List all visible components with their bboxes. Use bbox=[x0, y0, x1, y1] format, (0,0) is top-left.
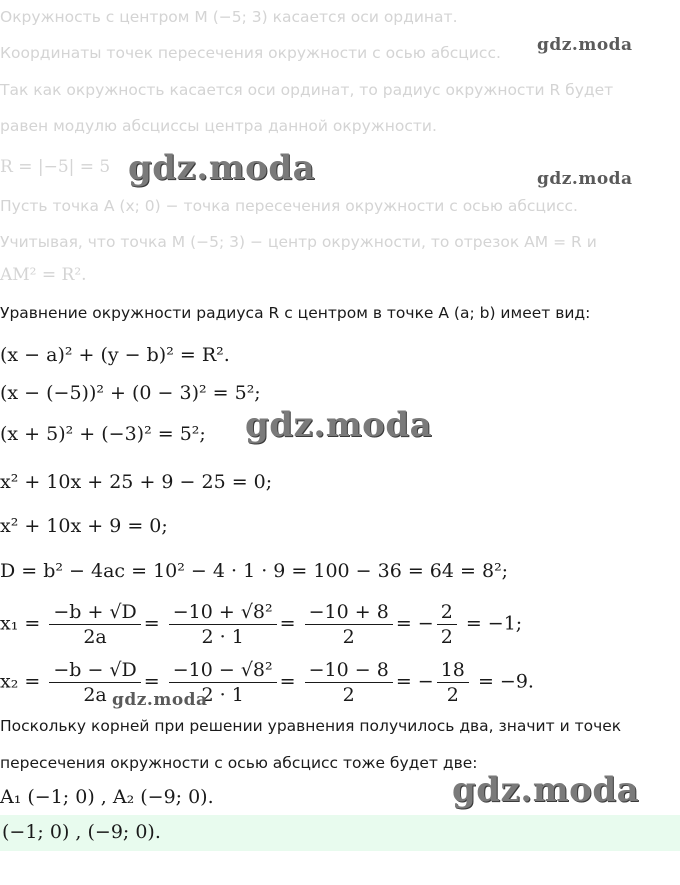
formula-expanded: x² + 10x + 25 + 9 − 25 = 0; bbox=[0, 471, 273, 493]
root-x2: x₂ = $\frac{-b - √D}{2a}$ = $\frac{\text{−10 − √8²}}{2 \cdot 1}$ = $\frac{-10 - 8}{2}$ = − $\frac{18}{2}$ = −9. bbox=[0, 659, 534, 706]
root-x1-result: = −1; bbox=[465, 612, 523, 635]
watermark: gdz.moda bbox=[128, 148, 316, 188]
answer: (−1; 0) , (−9; 0). bbox=[2, 821, 161, 843]
formula-simplified: (x + 5)² + (−3)² = 5²; bbox=[0, 423, 206, 445]
conclusion-line-2: пересечения окружности с осью абсцисс тоже будет две: bbox=[0, 754, 478, 772]
root-x2-result: = −9. bbox=[477, 670, 534, 693]
watermark: gdz.moda bbox=[452, 770, 640, 810]
root-x1-fraction-1: $\frac{-b + √D}{2a}$ bbox=[49, 600, 140, 649]
watermark: gdz.moda bbox=[112, 690, 208, 710]
statement-line: Окружность с центром M (−5; 3) касается оси ординат. bbox=[0, 8, 458, 26]
root-x1-fraction-4: $\frac{2}{2}$ bbox=[437, 600, 457, 649]
formula-quadratic: x² + 10x + 9 = 0; bbox=[0, 515, 168, 537]
root-x2-fraction-1: $\frac{-b - √D}{2a}$ bbox=[49, 658, 140, 707]
intersection-points: A₁ (−1; 0) , A₂ (−9; 0). bbox=[0, 786, 214, 808]
formula-substituted: (x − (−5))² + (0 − 3)² = 5²; bbox=[0, 382, 261, 404]
root-x2-label: x₂ = bbox=[0, 670, 41, 693]
formula-general: (x − a)² + (y − b)² = R². bbox=[0, 344, 230, 366]
point-a-line: Пусть точка A (x; 0) − точка пересечения окружности с осью абсцисс. bbox=[0, 197, 578, 215]
root-x2-fraction-3: $\frac{-10 - 8}{2}$ bbox=[305, 658, 393, 707]
reasoning-line-1: Так как окружность касается оси ординат, то радиус окружности R будет bbox=[0, 81, 614, 99]
watermark: gdz.moda bbox=[245, 405, 433, 445]
conclusion-line-1: Поскольку корней при решении уравнения получилось два, значит и точек bbox=[0, 717, 622, 735]
radius-formula: R = |−5| = 5 bbox=[0, 157, 111, 177]
watermark: gdz.moda bbox=[537, 169, 633, 189]
statement-question: Координаты точек пересечения окружности с осью абсцисс. bbox=[0, 44, 501, 62]
segment-line: Учитывая, что точка M (−5; 3) − центр окружности, то отрезок AM = R и bbox=[0, 233, 597, 251]
reasoning-line-2: равен модулю абсциссы центра данной окружности. bbox=[0, 117, 437, 135]
circle-equation-intro: Уравнение окружности радиуса R с центром в точке A (a; b) имеет вид: bbox=[0, 304, 591, 322]
root-x1-fraction-3: $\frac{-10 + 8}{2}$ bbox=[305, 600, 393, 649]
formula-discriminant: D = b² − 4ac = 10² − 4 · 1 · 9 = 100 − 36 = 64 = 8²; bbox=[0, 560, 509, 582]
root-x1-label: x₁ = bbox=[0, 612, 41, 635]
watermark: gdz.moda bbox=[537, 35, 633, 55]
root-x1: x₁ = $\frac{-b + √D}{2a}$ = $\frac{\text{−10 + √8²}}{2 \cdot 1}$ = $\frac{-10 + 8}{2}$ = − $\frac{2}{2}$ = −1; bbox=[0, 601, 523, 648]
segment-equation: AM² = R². bbox=[0, 265, 87, 285]
root-x2-fraction-4: $\frac{18}{2}$ bbox=[437, 658, 469, 707]
root-x1-fraction-2: $\frac{\text{−10 + √8²}}{2 \cdot 1}$ bbox=[169, 600, 277, 649]
root-x2-fraction-2: $\frac{\text{−10 − √8²}}{2 \cdot 1}$ bbox=[169, 658, 277, 707]
